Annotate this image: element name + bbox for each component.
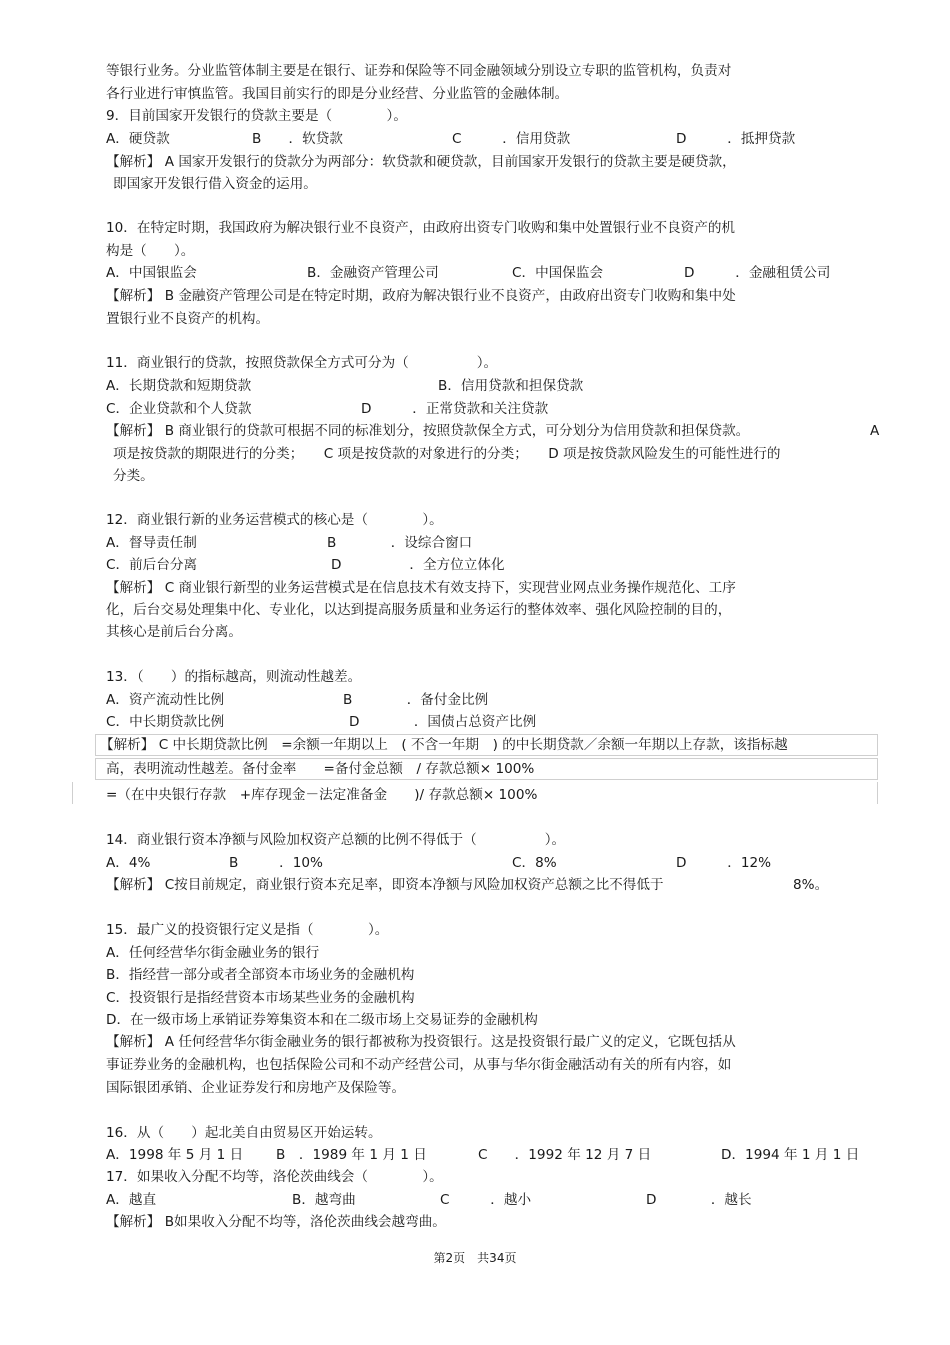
q14-option-a: A．4% bbox=[106, 855, 151, 871]
q16-option-d: D．1994 年 1 月 1 日 bbox=[721, 1147, 860, 1163]
q13-option-c: C．中长期贷款比例 bbox=[106, 714, 225, 730]
q15-option-d: D．在一级市场上承销证券筹集资本和在二级市场上交易证券的金融机构 bbox=[106, 1012, 538, 1028]
q11-explanation-2: 项是按贷款的期限进行的分类； C 项是按贷款的对象进行的分类； D 项是按贷款风险发生的可能性进行的 bbox=[113, 446, 781, 462]
q12-explanation-1: 【解析】 C 商业银行新型的业务运营模式是在信息技术有效支持下，实现营业网点业务操作规范化、工序 bbox=[106, 580, 736, 596]
q12-stem: 12．商业银行新的业务运营模式的核心是（ ）。 bbox=[106, 512, 443, 528]
q14-explanation-1b: 8%。 bbox=[793, 877, 829, 893]
q16-option-c: C ．1992 年 12 月 7 日 bbox=[478, 1147, 652, 1163]
q16-option-b: B ．1989 年 1 月 1 日 bbox=[276, 1147, 427, 1163]
q10-option-d: D ．金融租赁公司 bbox=[684, 265, 831, 281]
q17-option-a: A．越直 bbox=[106, 1192, 157, 1208]
q14-option-d: D ．12% bbox=[676, 855, 772, 871]
intro-line-1: 等银行业务。分业监管体制主要是在银行、证券和保险等不同金融领域分别设立专职的监管机构，负责对 bbox=[106, 63, 732, 79]
q10-option-a: A．中国银监会 bbox=[106, 265, 197, 281]
q13-stem: 13．（ ）的指标越高，则流动性越差。 bbox=[106, 669, 362, 685]
q16-stem: 16．从（ ）起北美自由贸易区开始运转。 bbox=[106, 1125, 382, 1141]
q12-explanation-3: 其核心是前后台分离。 bbox=[106, 624, 242, 640]
q10-stem-2: 构是（ ）。 bbox=[106, 243, 195, 259]
intro-line-2: 各行业进行审慎监管。我国目前实行的即是分业经营、分业监管的金融体制。 bbox=[106, 86, 569, 102]
q10-option-b: B．金融资产管理公司 bbox=[307, 265, 439, 281]
q11-option-d: D ．正常贷款和关注贷款 bbox=[361, 401, 549, 417]
q14-explanation-1: 【解析】 C按目前规定，商业银行资本充足率，即资本净额与风险加权资产总额之比不得低于 bbox=[106, 877, 664, 893]
q9-explanation-1: 【解析】 A 国家开发银行的贷款分为两部分：软贷款和硬贷款，目前国家开发银行的贷款主要是硬贷款， bbox=[106, 154, 736, 170]
q15-explanation-1: 【解析】 A 任何经营华尔街金融业务的银行都被称为投资银行。这是投资银行最广义的定义，它既包括从 bbox=[106, 1034, 736, 1050]
q12-option-b: B ．设综合窗口 bbox=[327, 535, 473, 551]
q15-explanation-3: 国际银团承销、企业证券发行和房地产及保险等。 bbox=[106, 1080, 406, 1096]
q11-explanation-1: 【解析】 B 商业银行的贷款可根据不同的标准划分，按照贷款保全方式，可分划分为信用贷款和担保贷款。 bbox=[106, 423, 750, 439]
q15-explanation-2: 事证券业务的金融机构，也包括保险公司和不动产经营公司，从事与华尔街金融活动有关的所有内容，如 bbox=[106, 1057, 732, 1073]
q9-explanation-2: 即国家开发银行借入资金的运用。 bbox=[113, 176, 317, 192]
q13-option-d: D ．国债占总资产比例 bbox=[349, 714, 537, 730]
q9-option-d: D ．抵押贷款 bbox=[676, 131, 796, 147]
q12-option-a: A．督导责任制 bbox=[106, 535, 197, 551]
q9-option-b: B ．软贷款 bbox=[252, 131, 343, 147]
page-footer: 第2页 共34页 bbox=[433, 1251, 517, 1265]
q10-explanation-1: 【解析】 B 金融资产管理公司是在特定时期，政府为解决银行业不良资产，由政府出资专门收购和集中处 bbox=[106, 288, 736, 304]
q13-explanation-2: 高，表明流动性越差。备付金率 =备付金总额 / 存款总额× 100% bbox=[106, 761, 535, 777]
q14-stem: 14．商业银行资本净额与风险加权资产总额的比例不得低于（ ）。 bbox=[106, 832, 566, 848]
q13-option-b: B ．备付金比例 bbox=[343, 692, 489, 708]
q12-explanation-2: 化，后台交易处理集中化、专业化，以达到提高服务质量和业务运行的整体效率、强化风险控制的目的， bbox=[106, 602, 732, 618]
q12-option-d: D ．全方位立体化 bbox=[331, 557, 505, 573]
q11-explanation-1b: A bbox=[870, 423, 880, 439]
q17-explanation-1: 【解析】 B如果收入分配不均等，洛伦茨曲线会越弯曲。 bbox=[106, 1214, 446, 1230]
q10-stem-1: 10．在特定时期，我国政府为解决银行业不良资产，由政府出资专门收购和集中处置银行业不良资产的机 bbox=[106, 220, 736, 236]
q11-option-b: B．信用贷款和担保贷款 bbox=[438, 378, 584, 394]
q9-option-a: A．硬贷款 bbox=[106, 131, 170, 147]
q15-option-c: C．投资银行是指经营资本市场某些业务的金融机构 bbox=[106, 990, 415, 1006]
q17-option-c: C ．越小 bbox=[440, 1192, 532, 1208]
q17-option-b: B．越弯曲 bbox=[292, 1192, 356, 1208]
q17-option-d: D ．越长 bbox=[646, 1192, 752, 1208]
q14-option-b: B ．10% bbox=[229, 855, 323, 871]
q11-option-c: C．企业贷款和个人贷款 bbox=[106, 401, 252, 417]
q16-option-a: A．1998 年 5 月 1 日 bbox=[106, 1147, 244, 1163]
q13-explanation-3: =（在中央银行存款 +库存现金－法定准备金 )/ 存款总额× 100% bbox=[106, 787, 538, 803]
q11-stem: 11．商业银行的贷款，按照贷款保全方式可分为（ ）。 bbox=[106, 355, 498, 371]
q17-stem: 17．如果收入分配不均等，洛伦茨曲线会（ ）。 bbox=[106, 1169, 443, 1185]
q15-option-b: B．指经营一部分或者全部资本市场业务的金融机构 bbox=[106, 967, 415, 983]
q13-explanation-1: 【解析】 C 中长期贷款比例 =余额一年期以上 ( 不含一年期 ) 的中长期贷款／余额一年期以上存款，该指标越 bbox=[100, 737, 788, 753]
q11-option-a: A．长期贷款和短期贷款 bbox=[106, 378, 252, 394]
q15-stem: 15．最广义的投资银行定义是指（ ）。 bbox=[106, 922, 389, 938]
q15-option-a: A．任何经营华尔街金融业务的银行 bbox=[106, 945, 320, 961]
q9-option-c: C ．信用贷款 bbox=[452, 131, 571, 147]
q10-explanation-2: 置银行业不良资产的机构。 bbox=[106, 311, 270, 327]
q13-option-a: A．资产流动性比例 bbox=[106, 692, 225, 708]
q12-option-c: C．前后台分离 bbox=[106, 557, 198, 573]
q10-option-c: C．中国保监会 bbox=[512, 265, 604, 281]
q9-stem: 9．目前国家开发银行的贷款主要是（ ）。 bbox=[106, 108, 407, 124]
q14-option-c: C．8% bbox=[512, 855, 557, 871]
q11-explanation-3: 分类。 bbox=[113, 468, 154, 484]
